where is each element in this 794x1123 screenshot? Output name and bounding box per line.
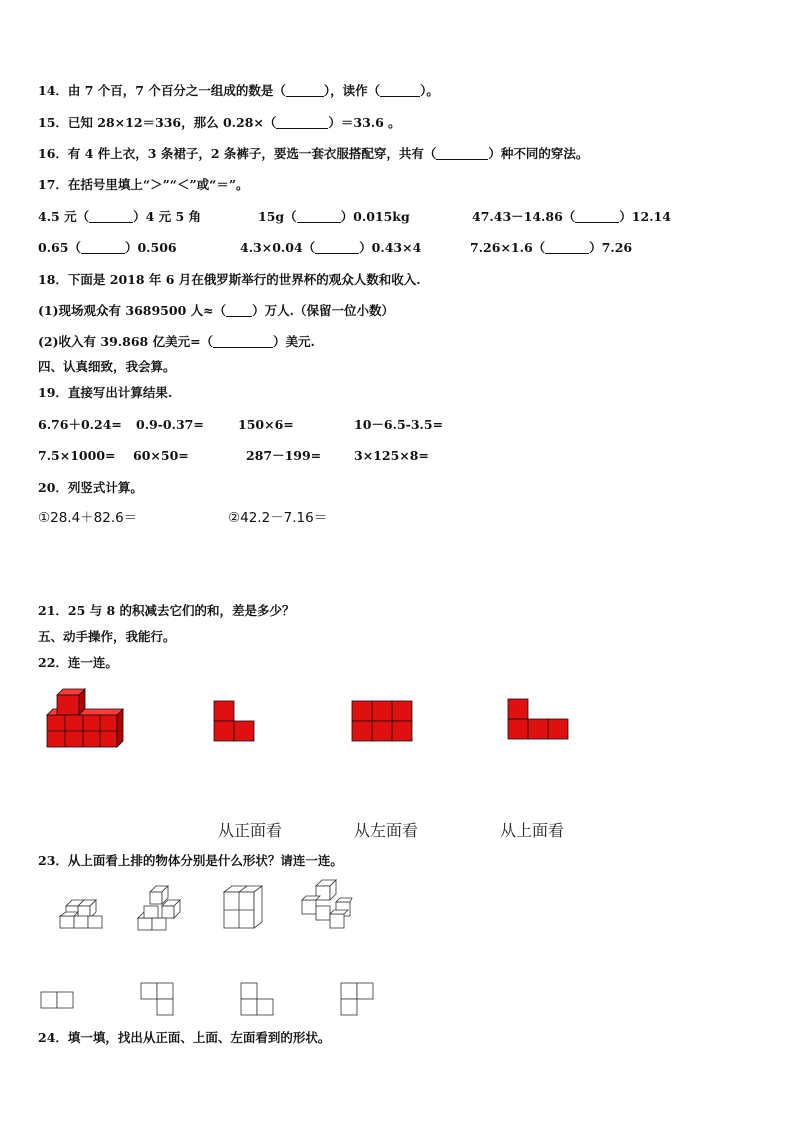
view-label-front: 从正面看 [218,821,283,840]
q19-calc-6: 60×50= [133,448,189,463]
question-24: 24．填一填，找出从正面、上面、左面看到的形状。 [38,1030,331,1045]
view-label-top: 从上面看 [500,821,565,840]
q19-calc-5: 7.5×1000= [38,448,116,463]
question-22-title: 22．连一连。 [38,655,118,670]
top-view-shape-1 [40,990,76,1010]
q17-item-3: 47.43－14.86（ ）12.14 [472,209,671,224]
question-14 [38,83,439,99]
top-view-shape-2 [140,982,176,1016]
q17-blank-2[interactable] [297,210,341,223]
top-view-shape-4 [340,982,376,1016]
question-21: 21．25 与 8 的积减去它们的和，差是多少？ [38,603,295,618]
q18-blank-2[interactable] [213,335,273,348]
section-5-heading: 五、动手操作，我能行。 [38,629,176,644]
wire-cubes-1 [58,894,104,930]
q16-answer-blank[interactable] [436,147,488,160]
wire-cubes-3 [222,884,268,930]
q20-item-2: ②42.2－7.16＝ [228,510,328,526]
q17-blank-1[interactable] [89,210,133,223]
red-cube-stack-3d [45,687,125,749]
q17-blank-4[interactable] [81,241,125,254]
q15-text-b: ）＝33.6 。 [328,115,401,130]
q15-text-a: 15．已知 28×12＝336，那么 0.28×（ [38,115,277,130]
q14-answer-blank-2[interactable] [380,84,420,97]
red-view-shape-3 [507,698,569,740]
q17-blank-3[interactable] [575,210,619,223]
q18-part-1: (1)现场观众有 3689500 人≈（ ）万人.（保留一位小数） [38,303,394,318]
q19-calc-2: 0.9-0.37= [136,417,204,432]
section-4-heading: 四、认真细致，我会算。 [38,359,176,374]
red-view-shape-1 [213,700,255,742]
wire-cubes-2 [136,884,188,932]
question-20-title: 20．列竖式计算。 [38,480,143,495]
q17-item-1: 4.5 元（ ）4 元 5 角 [38,209,202,224]
q16-text-b: ）种不同的穿法。 [488,146,589,161]
wire-cubes-4 [300,878,354,932]
q19-calc-4: 10－6.5-3.5= [354,417,444,432]
question-16 [38,146,588,162]
q17-blank-5[interactable] [315,241,359,254]
q16-text-a: 16．有 4 件上衣，3 条裙子，2 条裤子，要选一套衣服搭配穿，共有（ [38,146,437,161]
question-18-title: 18．下面是 2018 年 6 月在俄罗斯举行的世界杯的观众人数和收入. [38,272,421,287]
q17-item-4: 0.65（ ）0.506 [38,240,177,255]
question-19-title: 19．直接写出计算结果. [38,385,173,400]
question-17-title: 17．在括号里填上“＞”“＜”或“＝”。 [38,177,249,192]
q20-item-1: ①28.4＋82.6＝ [38,510,138,526]
q19-calc-8: 3×125×8= [354,448,429,463]
top-view-shape-3 [240,982,276,1016]
q17-item-6: 7.26×1.6（ ）7.26 [470,240,633,255]
q17-blank-6[interactable] [545,241,589,254]
q14-answer-blank-1[interactable] [286,84,324,97]
q17-item-2: 15g（ ）0.015kg [258,209,410,224]
view-label-left: 从左面看 [354,821,419,840]
q19-calc-3: 150×6= [238,417,294,432]
q19-calc-7: 287－199= [246,448,322,463]
question-15 [38,115,401,131]
q14-text-a: 14．由 7 个百，7 个百分之一组成的数是（ [38,83,286,98]
question-23: 23．从上面看上排的物体分别是什么形状？请连一连。 [38,853,343,868]
q18-part-2: (2)收入有 39.868 亿美元=（ ）美元. [38,334,315,349]
q14-text-c: ）。 [420,83,439,98]
red-view-shape-2 [351,700,413,742]
q14-text-b: ），读作（ [323,83,381,98]
q17-item-5: 4.3×0.04（ ）0.43×4 [240,240,422,255]
q15-answer-blank[interactable] [276,116,328,129]
q19-calc-1: 6.76＋0.24= [38,417,122,432]
q18-blank-1[interactable] [226,304,252,317]
